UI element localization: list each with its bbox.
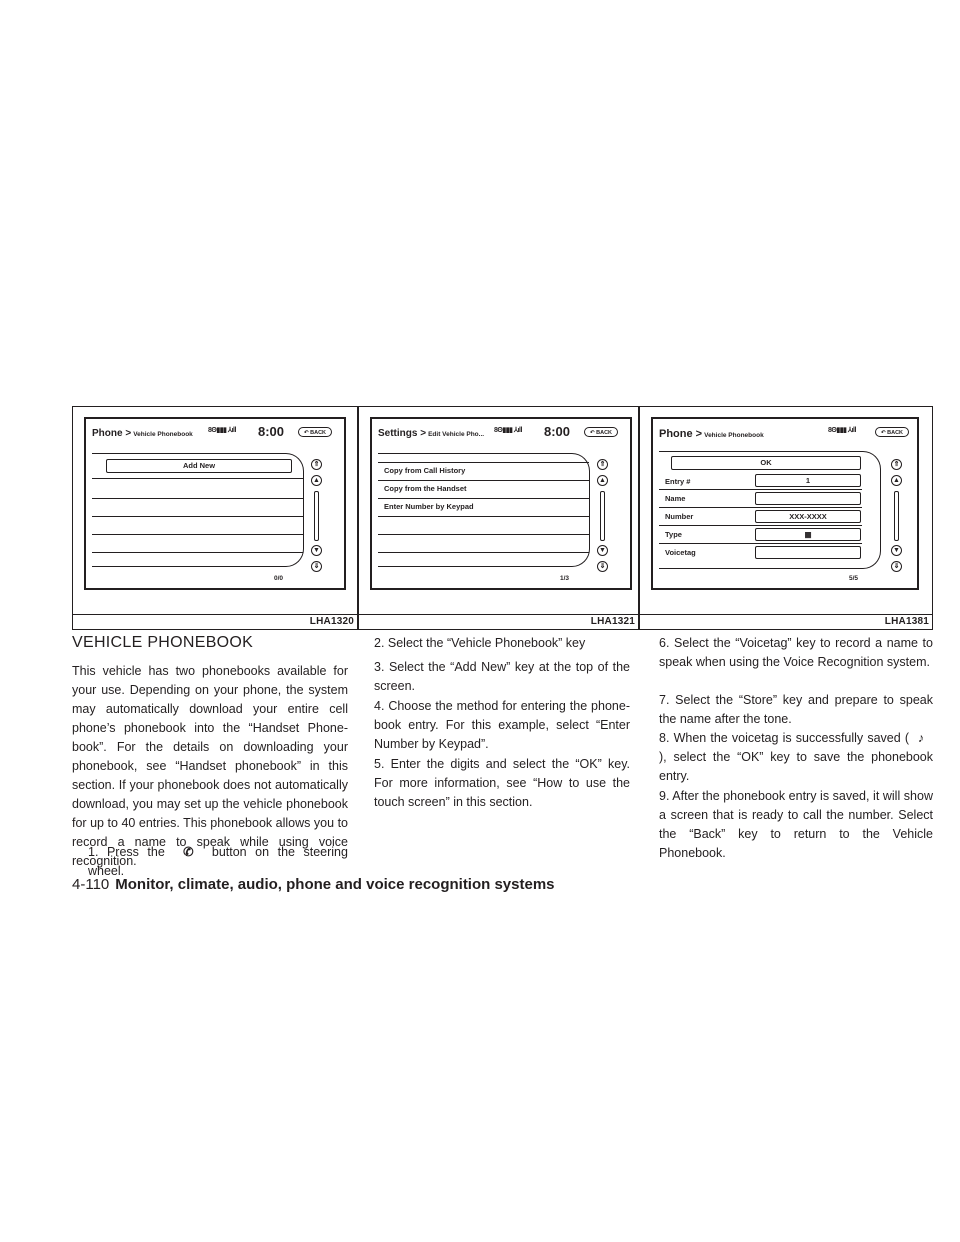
voicetag-label: Voicetag: [665, 548, 696, 557]
scrollbar[interactable]: [600, 491, 605, 541]
screen-title: Settings > Edit Vehicle Pho...: [378, 428, 485, 439]
back-button[interactable]: ↶ BACK: [584, 427, 618, 437]
step-5: 5. Enter the digits and select the “OK” key. For more information, see “How to use the touch screen” in this section.: [374, 757, 630, 809]
scrollbar[interactable]: [894, 491, 899, 541]
step-1: 1. Press the ✆ button on the steering wheel.: [88, 845, 348, 878]
page-count: 1/3: [560, 575, 570, 582]
figure-vehicle-phonebook: [72, 406, 358, 630]
figure-edit-vehicle-phonebook: [358, 406, 639, 630]
name-field[interactable]: [755, 492, 861, 505]
list-area: [92, 453, 304, 567]
number-field[interactable]: XXX-XXXX: [755, 510, 861, 523]
page-number: 4-110: [72, 876, 110, 893]
step-8: 8. When the voicetag is successfully saved ( ♪), select the “OK” key to save the phonebook entry.: [659, 731, 933, 783]
scroll-down-icon[interactable]: ▼: [891, 545, 902, 556]
copy-from-call-history-option[interactable]: Copy from Call History: [384, 466, 466, 475]
name-label: Name: [665, 494, 686, 503]
back-button[interactable]: ↶ BACK: [298, 427, 332, 437]
intro-paragraph: This vehicle has two phonebooks available for your use. Depending on your phone, the system may automatically download your entire cell phone’s phonebook into the “Handset Phonebook”. For the details on downloading your phonebook, see “Handset phonebook” in this section. If your phonebook does not automatically download, you may set up the vehicle phonebook for up to 40 entries. This phonebook allows you to record a name to speak while using voice recognition.: [72, 664, 348, 868]
scroll-up-icon[interactable]: ▲: [891, 475, 902, 486]
step-4: 4. Choose the method for entering the phonebook entry. For this example, select “Enter Number by Keypad”.: [374, 699, 630, 751]
enter-number-by-keypad-option[interactable]: Enter Number by Keypad: [384, 502, 474, 511]
screen-edit-vehicle-phonebook: [370, 417, 632, 590]
step-9: 9. After the phonebook entry is saved, it will show a screen that is ready to call the number. Select the “Back” key to return to the Vehicle Phonebook.: [659, 789, 933, 860]
figure-phonebook-entry: [639, 406, 933, 630]
status-icons: 8ʘ▮▮▮ ⅄ıll: [208, 427, 236, 434]
entry-form: [659, 451, 881, 569]
list-area: [378, 453, 590, 567]
scroll-down-icon[interactable]: ▼: [597, 545, 608, 556]
voicetag-saved-icon: ♪: [917, 731, 925, 745]
scroll-top-icon[interactable]: ⇑: [597, 459, 608, 470]
scroll-down-icon[interactable]: ▼: [311, 545, 322, 556]
page-footer: [72, 876, 555, 893]
add-new-button[interactable]: Add New: [106, 459, 292, 473]
screen-title: Phone > Vehicle Phonebook: [92, 428, 193, 439]
section-heading: VEHICLE PHONEBOOK: [72, 634, 254, 651]
scroll-up-icon[interactable]: ▲: [597, 475, 608, 486]
figure-label: LHA1321: [590, 616, 635, 627]
back-button[interactable]: ↶ BACK: [875, 427, 909, 437]
step-3: 3. Select the “Add New” key at the top of the screen.: [374, 660, 630, 693]
phone-icon: ✆: [183, 845, 194, 859]
type-label: Type: [665, 530, 682, 539]
page-count: 0/0: [274, 575, 284, 582]
ok-button[interactable]: OK: [671, 456, 861, 470]
voicetag-field[interactable]: [755, 546, 861, 559]
scroll-up-icon[interactable]: ▲: [311, 475, 322, 486]
screen-phonebook-entry: [651, 417, 919, 590]
copy-from-handset-option[interactable]: Copy from the Handset: [384, 484, 467, 493]
number-label: Number: [665, 512, 694, 521]
step-2: 2. Select the “Vehicle Phonebook” key: [374, 636, 586, 650]
scroll-bottom-icon[interactable]: ⇓: [891, 561, 902, 572]
entry-number-field[interactable]: 1: [755, 474, 861, 487]
type-field[interactable]: ▦: [755, 528, 861, 541]
page-count: 5/5: [849, 575, 859, 582]
screen-title: Phone > Vehicle Phonebook: [659, 428, 764, 440]
step-7: 7. Select the “Store” key and prepare to speak the name after the tone.: [659, 693, 933, 726]
scroll-top-icon[interactable]: ⇑: [311, 459, 322, 470]
scrollbar[interactable]: [314, 491, 319, 541]
status-icons: 8ʘ▮▮▮ ⅄ıll: [828, 427, 856, 434]
status-icons: 8ʘ▮▮▮ ⅄ıll: [494, 427, 522, 434]
entry-number-label: Entry #: [665, 477, 691, 486]
step-6: 6. Select the “Voicetag” key to record a name to speak when using the Voice Recognition system.: [659, 636, 933, 669]
scroll-bottom-icon[interactable]: ⇓: [597, 561, 608, 572]
figure-label: LHA1381: [884, 616, 929, 627]
scroll-top-icon[interactable]: ⇑: [891, 459, 902, 470]
screen-vehicle-phonebook: [84, 417, 346, 590]
chapter-title: Monitor, climate, audio, phone and voice recognition systems: [115, 876, 555, 893]
clock: 8:00: [544, 424, 571, 439]
clock: 8:00: [258, 424, 285, 439]
scroll-bottom-icon[interactable]: ⇓: [311, 561, 322, 572]
figure-label: LHA1320: [309, 616, 354, 627]
